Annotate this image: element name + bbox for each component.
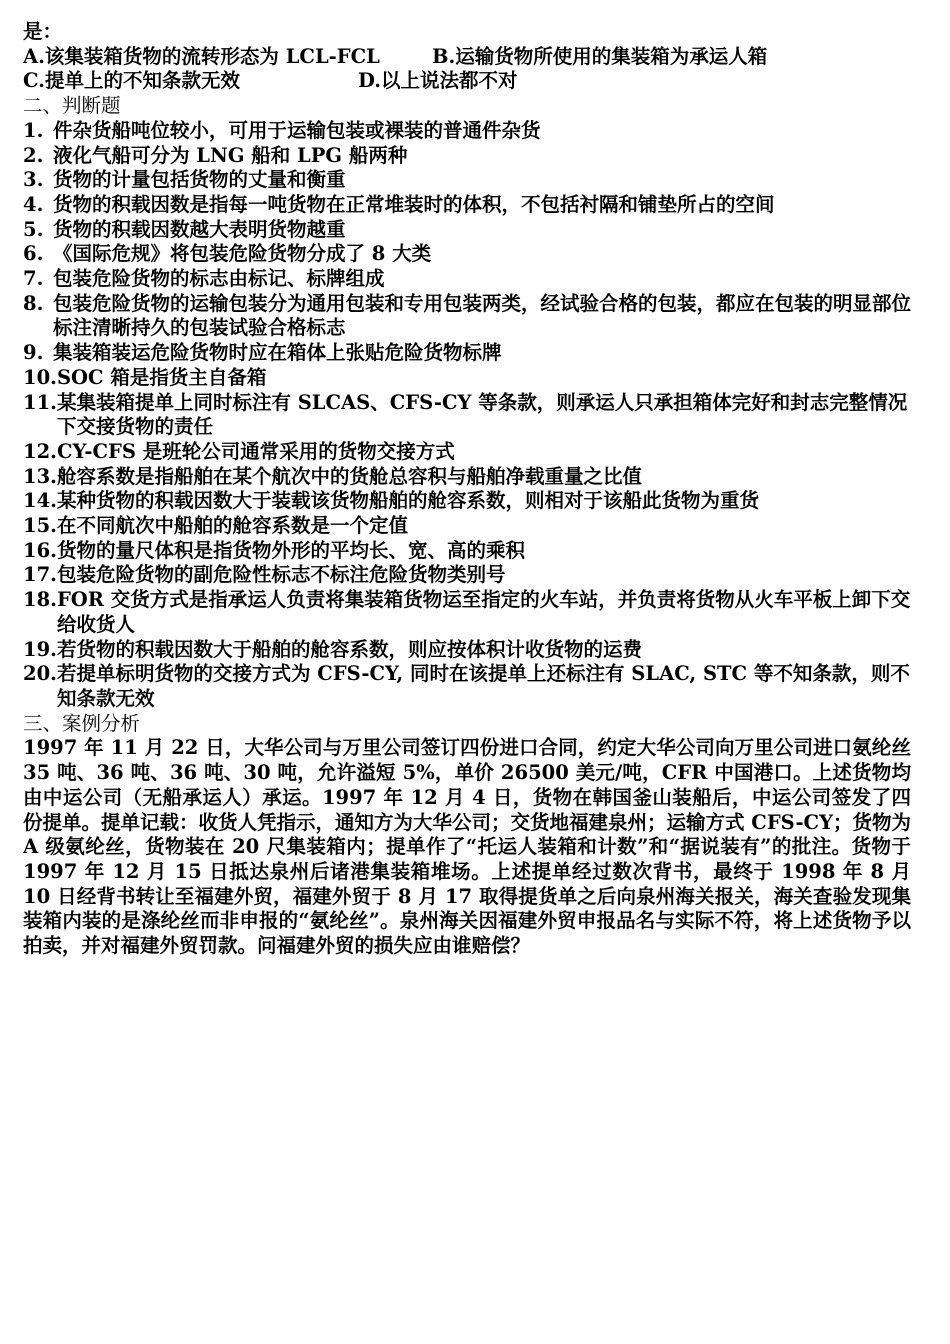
question-number: 3. (23, 168, 44, 192)
question-text: 货物的计量包括货物的丈量和衡重 (53, 168, 346, 192)
judgement-question (23, 638, 911, 663)
question-text: 包装危险货物的标志由标记、标牌组成 (53, 267, 385, 291)
mc-stem: 是： (23, 20, 63, 43)
question-number: 20. (23, 662, 57, 686)
judgement-question (23, 366, 911, 391)
mc-option-d: D.以上说法都不对 (358, 69, 518, 93)
question-text: 包装危险货物的运输包装分为通用包装和专用包装两类，经试验合格的包装，都应在包装的明显部位标注清晰持久的包装试验合格标志 (53, 291, 912, 340)
question-text: 舱容系数是指船舶在某个航次中的货舱总容积与船舶净载重量之比值 (56, 464, 642, 488)
question-number: 11. (23, 390, 57, 414)
mc-option-a: A.该集装箱货物的流转形态为 LCL-FCL (23, 44, 380, 68)
question-number: 9. (23, 341, 44, 365)
judgement-question (23, 662, 911, 711)
judgement-question (23, 588, 911, 637)
judgement-question (23, 391, 911, 440)
judgement-question (23, 341, 911, 366)
judgement-question (23, 440, 911, 465)
question-text: 件杂货船吨位较小，可用于运输包装或裸装的普通件杂货 (53, 118, 541, 142)
question-number: 7. (23, 267, 44, 291)
section-heading-case: 三、案例分析 (23, 711, 141, 735)
question-number: 15. (23, 514, 57, 538)
question-text: SOC 箱是指货主自备箱 (56, 365, 267, 389)
question-text: 货物的量尺体积是指货物外形的平均长、宽、高的乘积 (56, 538, 525, 562)
question-number: 8. (23, 291, 44, 315)
question-text: 货物的积载因数是指每一吨货物在正常堆装时的体积，不包括衬隔和铺垫所占的空间 (53, 192, 775, 216)
judgement-question (23, 193, 911, 218)
case-paragraph: 1997 年 11 月 22 日，大华公司与万里公司签订四份进口合同，约定大华公司向万里公司进口氨纶丝 35 吨、36 吨、36 吨、30 吨，允许溢短 5%，单价 26500 美元/吨，CFR 中国港口。上述货物均由中运公司（无船承运人）承运。1997 年 12 月 4 日，货物在韩国釜山装船后，中运公司签发了四份提单。提单记载：收货人凭指示，通知方为大华公司；交货地福建泉州；运输方式 CFS-CY；货物为 A 级氨纶丝，货物装在 20 尺集装箱内；提单作了“托运人装箱和计数”和“据说装有”的批注。货物于 1997 年 12 月 15 日抵达泉州后诸港集装箱堆场。上述提单经过数次背书，最终于 1998 年 8 月 10 日经背书转让至福建外贸，福建外贸于 8 月 17 取得提货单之后向泉州海关报关，海关查验发现集装箱内装的是涤纶丝而非申报的“氨纶丝”。泉州海关因福建外贸申报品名与实际不符，将上述货物予以拍卖，并对福建外贸罚款。问福建外贸的损失应由谁赔偿？ (23, 736, 911, 958)
judgement-question (23, 514, 911, 539)
judgement-question (23, 144, 911, 169)
question-number: 2. (23, 143, 44, 167)
judgement-question (23, 489, 911, 514)
question-text: CY-CFS 是班轮公司通常采用的货物交接方式 (56, 439, 455, 463)
question-number: 13. (23, 464, 57, 488)
judgement-question (23, 267, 911, 292)
judgement-question (23, 168, 911, 193)
mc-options-row-1 (23, 45, 911, 70)
judgement-question (23, 218, 911, 243)
question-text: 某集装箱提单上同时标注有 SLCAS、CFS-CY 等条款，则承运人只承担箱体完好和封志完整情况下交接货物的责任 (56, 390, 908, 439)
judgement-question (23, 465, 911, 490)
judgement-question (23, 119, 911, 144)
question-number: 16. (23, 538, 57, 562)
question-text: 《国际危规》将包装危险货物分成了 8 大类 (53, 242, 432, 266)
case-analysis-body (23, 736, 911, 958)
judgement-question (23, 563, 911, 588)
mc-option-b: B.运输货物所使用的集装箱为承运人箱 (432, 44, 768, 68)
question-number: 12. (23, 439, 57, 463)
question-text: FOR 交货方式是指承运人负责将集装箱货物运至指定的火车站，并负责将货物从火车平板上卸下交给收货人 (56, 588, 911, 636)
judgement-question-list (23, 119, 911, 712)
judgement-question (23, 539, 911, 564)
question-text: 货物的积载因数越大表明货物越重 (53, 217, 346, 241)
question-number: 6. (23, 242, 44, 266)
question-text: 液化气船可分为 LNG 船和 LPG 船两种 (53, 143, 408, 167)
question-text: 若货物的积载因数大于船舶的舱容系数，则应按体积计收货物的运费 (56, 637, 642, 661)
question-number: 18. (23, 588, 57, 612)
question-text: 包装危险货物的副危险性标志不标注危险货物类别号 (56, 563, 506, 587)
document-page (23, 20, 911, 959)
question-text: 在不同航次中船舶的舱容系数是一个定值 (56, 514, 408, 538)
question-text: 集装箱装运危险货物时应在箱体上张贴危险货物标牌 (53, 341, 502, 365)
question-number: 17. (23, 563, 57, 587)
mc-option-c: C.提单上的不知条款无效 (23, 69, 240, 93)
question-number: 14. (23, 489, 57, 513)
question-number: 1. (23, 118, 44, 142)
question-text: 某种货物的积载因数大于装载该货物船舶的舱容系数，则相对于该船此货物为重货 (56, 489, 759, 513)
judgement-question (23, 292, 911, 341)
question-number: 19. (23, 637, 57, 661)
question-number: 5. (23, 217, 44, 241)
question-number: 4. (23, 192, 44, 216)
mc-options-row-2 (23, 69, 911, 94)
question-text: 若提单标明货物的交接方式为 CFS-CY, 同时在该提单上还标注有 SLAC, STC 等不知条款，则不知条款无效 (56, 662, 910, 710)
judgement-question (23, 242, 911, 267)
section-heading-judgement: 二、判断题 (23, 94, 121, 118)
question-number: 10. (23, 365, 57, 389)
